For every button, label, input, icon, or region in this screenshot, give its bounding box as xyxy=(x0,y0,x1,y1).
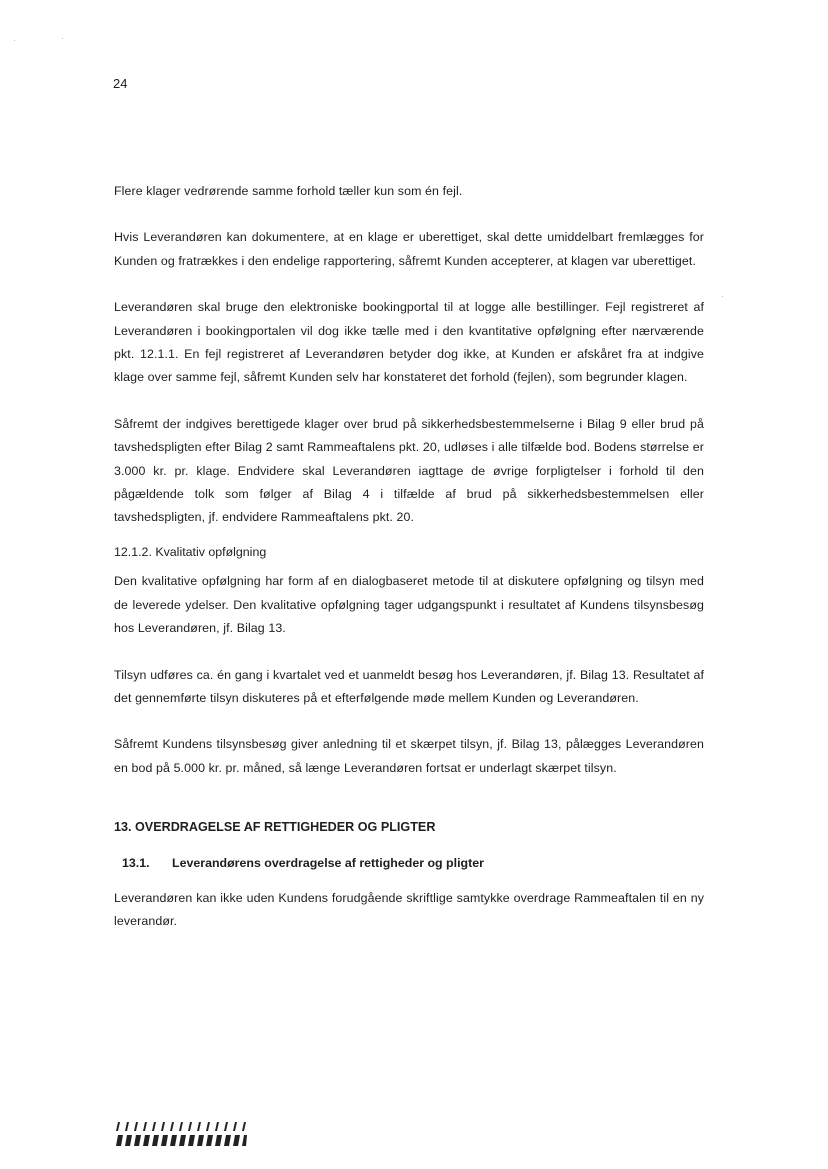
paragraph-qualitative-method: Den kvalitative opfølgning har form af en dialogbaseret metode til at diskutere opfølgning og tilsyn med de leverede ydelser. Den kvalitative opfølgning tager udgangspunkt i resultatet af Kundens tilsynsbesøg hos Leverandøren, jf. Bilag 13. xyxy=(114,574,704,636)
subsection-title: Leverandørens overdragelse af rettigheder og pligter xyxy=(172,855,484,870)
paragraph-inspection-frequency: Tilsyn udføres ca. én gang i kvartalet ved et uanmeldt besøg hos Leverandøren, jf. Bilag 13. Resultatet af det gennemførte tilsyn diskuteres på et efterfølgende møde mellem Kunden og Leverandøren. xyxy=(114,667,704,705)
subheading-qualitative-followup: 12.1.2. Kvalitativ opfølgning xyxy=(114,544,267,559)
scan-speck xyxy=(14,40,15,41)
subsection-number: 13.1. xyxy=(122,855,150,870)
document-barcode xyxy=(115,1122,247,1150)
scan-speck xyxy=(722,296,723,297)
subsection-heading xyxy=(122,852,704,875)
paragraph-security-breach-penalty: Såfremt der indgives berettigede klager over brud på sikkerhedsbestemmelserne i Bilag 9 eller brud på tavshedspligten efter Bilag 2 samt Rammeaftalens pkt. 20, udløses i alle tilfælde bod. Bodens størrelse er 3.000 kr. pr. klage. Endvidere skal Leverandøren iagttage de øvrige forpligtelser i forhold til den pågældende tolk som følger af Bilag 4 i tilfælde af brud på sikkerhedsbestemmelsen eller tavshedspligten, jf. endvidere Rammeaftalens pkt. 20. xyxy=(114,416,704,525)
section-heading: 13. OVERDRAGELSE AF RETTIGHEDER OG PLIGTER xyxy=(114,820,436,835)
paragraph-booking-portal: Leverandøren skal bruge den elektroniske bookingportal til at logge alle bestillinger. Fejl registreret af Leverandøren i bookingportalen vil dog ikke tælle med i den kvantitative opfølgning efter nærværende pkt. 12.1.1. En fejl registreret af Leverandøren betyder dog ikke, at Kunden er afskåret fra at indgive klage over samme fejl, såfremt Kunden selv har konstateret det forhold (fejlen), som begrunder klagen. xyxy=(114,300,704,385)
paragraph-multiple-complaints: Flere klager vedrørende samme forhold tæller kun som én fejl. xyxy=(114,184,463,198)
document-body xyxy=(114,180,704,934)
paragraph-unjustified-complaint: Hvis Leverandøren kan dokumentere, at en klage er uberettiget, skal dette umiddelbart fremlægges for Kunden og fratrækkes i den endelige rapportering, såfremt Kunden accepterer, at klagen var uberettiget. xyxy=(114,230,704,268)
scan-speck xyxy=(62,38,63,39)
paragraph-enhanced-inspection-penalty: Såfremt Kundens tilsynsbesøg giver anledning til et skærpet tilsyn, jf. Bilag 13, pålægges Leverandøren en bod på 5.000 kr. pr. måned, så længe Leverandøren fortsat er underlagt skærpet tilsyn. xyxy=(114,737,704,775)
paragraph-assignment: Leverandøren kan ikke uden Kundens forudgående skriftlige samtykke overdrage Rammeaftalen til en ny leverandør. xyxy=(114,890,704,929)
page-number: 24 xyxy=(113,76,128,91)
